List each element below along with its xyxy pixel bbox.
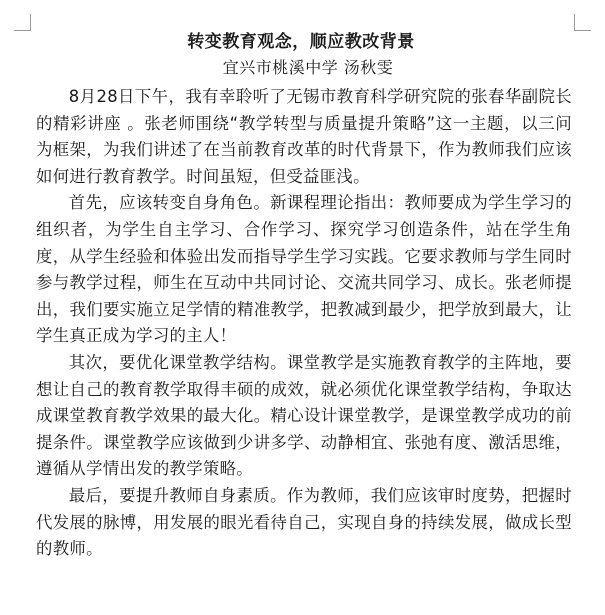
document-body <box>36 30 572 563</box>
author-line: 宜兴市桃溪中学 汤秋雯 <box>222 58 394 77</box>
document-title: 转变教育观念，顺应教改背景 <box>187 32 415 52</box>
paragraph-third-point: 最后，要提升教师自身素质。作为教师，我们应该审时度势，把握时代发展的脉博，用发展的眼光看待自己，实现自身的持续发展，做成长型的教师。 <box>36 485 572 559</box>
paragraph-first-point: 首先，应该转变自身角色。新课程理论指出：教师要成为学生学习的组织者，为学生自主学习、合作学习、探究学习创造条件，站在学生角度，从学生经验和体验出发而指导学生学习实践。它要求教师与学生同时参与教学过程，师生在互动中共同讨论、交流共同学习、成长。张老师提出，我们要实施立足学情的精准教学，把教减到最少，把学放到最大，让学生真正成为学习的主人！ <box>36 193 572 346</box>
paragraph-second-point: 其次，要优化课堂教学结构。课堂教学是实施教育教学的主阵地，要想让自己的教育教学取得丰硕的成效，就必须优化课堂教学结构，争取达成课堂教育教学效果的最大化。精心设计课堂教学，是课堂教学成功的前提条件。课堂教学应该做到少讲多学、动静相宜、张弛有度、激活思维，遵循从学情出发的教学策略。 <box>36 352 572 479</box>
crop-mark-top-right <box>574 14 591 31</box>
paragraph-intro: 8月28日下午，我有幸聆听了无锡市教育科学研究院的张春华副院长的精彩讲座 。张老师围绕“教学转型与质量提升策略”这一主题，以三问为框架，为我们讲述了在当前教育改革的时代背景下，作为教师我们应该如何进行教育教学。时间虽短，但受益匪浅。 <box>36 87 572 186</box>
crop-mark-top-left <box>14 14 31 31</box>
